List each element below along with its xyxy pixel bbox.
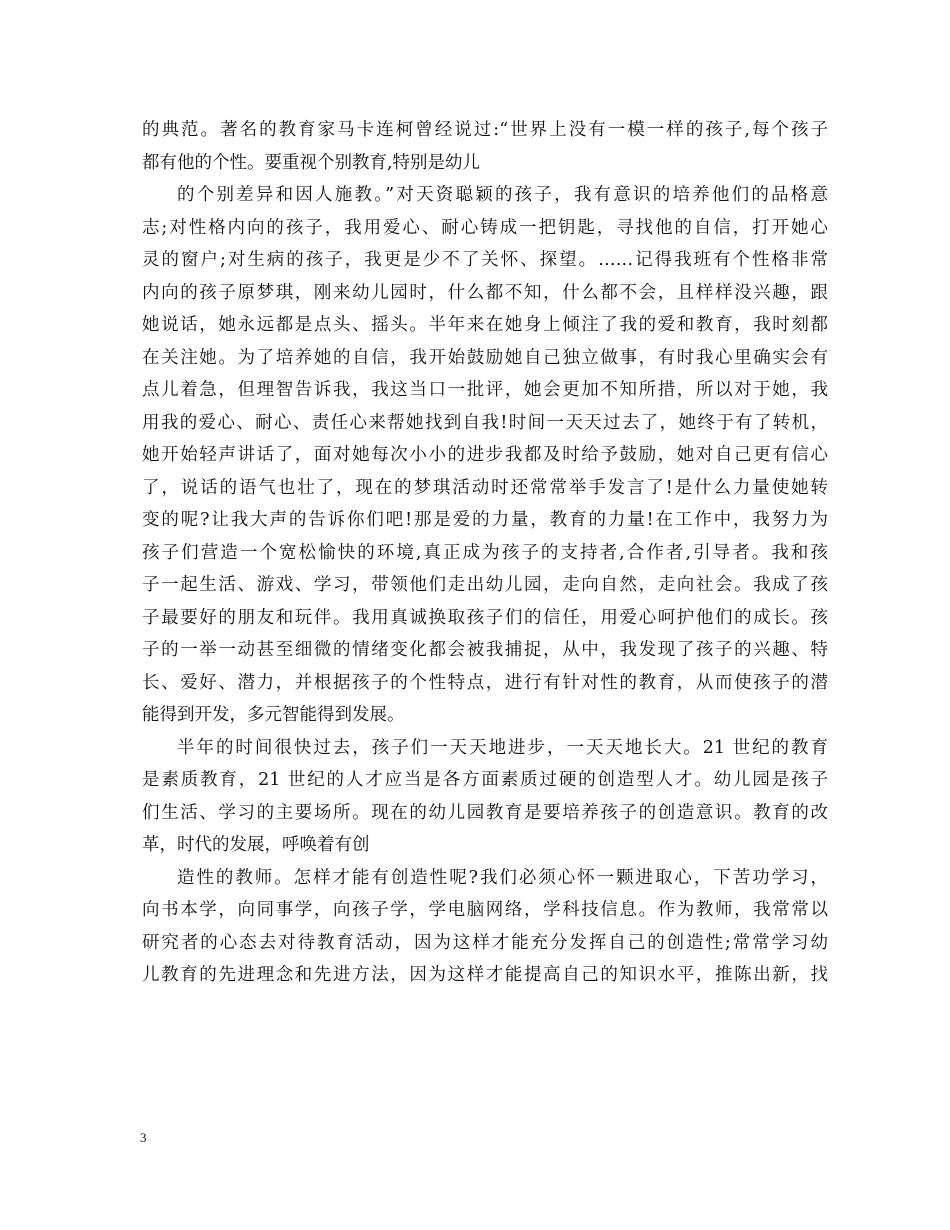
text-line: 志;对性格内向的孩子，我用爱心、耐心铸成一把钥匙，寻找他的自信，打开她心 [142,217,828,238]
text-line: 半年的时间很快过去，孩子们一天天地进步，一天天地长大。21 世纪的教育 [177,737,828,758]
text-line: 用我的爱心、耐心、责任心来帮她找到自我!时间一天天过去了，她终于有了转机， [142,412,828,433]
text-line: 孩子们营造一个宽松愉快的环境,真正成为孩子的支持者,合作者,引导者。我和孩 [142,542,828,563]
text-line: 长、爱好、潜力，并根据孩子的个性特点，进行有针对性的教育，从而使孩子的潜 [142,672,828,693]
text-line: 了，说话的语气也壮了，现在的梦琪活动时还常常举手发言了!是什么力量使她转 [142,477,828,498]
text-line: 子的一举一动甚至细微的情绪变化都会被我捕捉，从中，我发现了孩子的兴趣、特 [142,640,828,660]
text-line: 内向的孩子原梦琪，刚来幼儿园时，什么都不知，什么都不会，且样样没兴趣，跟 [142,282,828,303]
text-line: 子最要好的朋友和玩伴。我用真诚换取孩子们的信任，用爱心呵护他们的成长。孩 [142,607,828,628]
text-line: 在关注她。为了培养她的自信，我开始鼓励她自己独立做事，有时我心里确实会有 [142,347,828,368]
text-line: 能得到开发，多元智能得到发展。 [142,705,405,725]
text-line: 们生活、学习的主要场所。现在的幼儿园教育是要培养孩子的创造意识。教育的改 [142,802,828,823]
text-line: 都有他的个性。要重视个别教育,特别是幼儿 [142,152,481,173]
text-line: 子一起生活、游戏、学习，带领他们走出幼儿园，走向自然，走向社会。我成了孩 [142,575,828,595]
text-line: 是素质教育，21 世纪的人才应当是各方面素质过硬的创造型人才。幼儿园是孩子 [142,770,828,790]
text-line: 点儿着急，但理智告诉我，我这当口一批评，她会更加不知所措，所以对于她，我 [142,380,828,400]
text-line: 儿教育的先进理念和先进方法，因为这样才能提高自己的知识水平，推陈出新，找 [142,965,828,985]
text-line: 她开始轻声讲话了，面对她每次小小的进步我都及时给予鼓励，她对自己更有信心 [142,445,828,465]
text-line: 革，时代的发展，呼唤着有创 [142,835,370,855]
text-line: 向书本学，向同事学，向孩子学，学电脑网络，学科技信息。作为教师，我常常以 [142,900,828,920]
body-text [142,114,828,992]
text-line: 她说话，她永远都是点头、摇头。半年来在她身上倾注了我的爱和教育，我时刻都 [142,315,828,335]
text-line: 的个别差异和因人施教。”对天资聪颖的孩子，我有意识的培养他们的品格意 [177,185,828,205]
text-line: 灵的窗户;对生病的孩子，我更是少不了关怀、探望。……记得我班有个性格非常 [142,250,828,270]
text-line: 的典范。著名的教育家马卡连柯曾经说过:“世界上没有一模一样的孩子,每个孩子 [142,120,828,140]
text-line: 造性的教师。怎样才能有创造性呢?我们必须心怀一颗进取心，下苦功学习， [177,867,828,888]
page-number: 3 [140,1130,147,1145]
text-line: 变的呢?让我大声的告诉你们吧!那是爱的力量，教育的力量!在工作中，我努力为 [142,510,828,530]
text-line: 研究者的心态去对待教育活动，因为这样才能充分发挥自己的创造性;常常学习幼 [142,932,828,953]
